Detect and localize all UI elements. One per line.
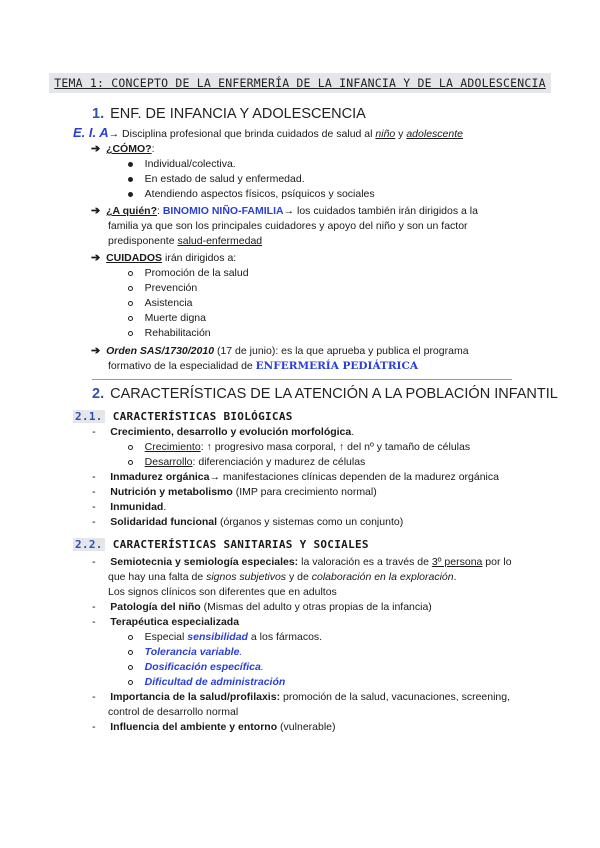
bullet-ring-icon: [128, 460, 133, 465]
eia-adolescente: adolescente: [406, 128, 463, 140]
title-wrap: [0, 73, 600, 93]
dash-bullet: -: [92, 516, 96, 528]
inmunidad-label: Inmunidad: [110, 501, 164, 513]
bullet-ring-icon: [128, 680, 133, 685]
arrow-glyph: →: [108, 128, 120, 140]
eia-nino: niño: [375, 128, 396, 140]
list-item: [128, 311, 206, 326]
dash-bullet: -: [92, 691, 96, 703]
section-number: 2.: [92, 386, 105, 402]
influencia-text: (vulnerable): [277, 721, 336, 733]
como-item: Atendiendo aspectos físicos, psíquicos y sociales: [144, 188, 375, 200]
inmunidad-end: .: [163, 501, 167, 513]
como-item: En estado de salud y enfermedad.: [144, 173, 305, 185]
semio-l2a: que hay una falta de: [108, 571, 207, 583]
eia-y: y: [395, 128, 407, 140]
cuidados-item: Prevención: [144, 282, 198, 294]
orden-label: Orden SAS/1730/2010: [106, 345, 215, 357]
list-item: [92, 515, 403, 530]
dash-bullet: -: [92, 556, 96, 568]
list-item: [128, 660, 264, 675]
bullet-ring-icon: [128, 665, 133, 670]
list-item: [92, 720, 336, 735]
list-item: [128, 157, 236, 172]
quien-text: → los cuidados también irán dirigidos a la: [283, 205, 478, 217]
tol-end: .: [239, 646, 243, 658]
importancia-text: promoción de la salud, vacunaciones, screening,: [280, 691, 511, 703]
nutricion-text: (IMP para crecimiento normal): [232, 486, 377, 498]
orden-line: [91, 344, 469, 359]
dash-bullet: -: [92, 616, 96, 628]
list-item: [128, 326, 211, 341]
bullet-ring-icon: [128, 650, 133, 655]
arrow-icon: ➔: [91, 345, 101, 357]
subsection-title: CARACTERÍSTICAS SANITARIAS Y SOCIALES: [112, 538, 369, 551]
semio-label: Semiotecnia y semiología especiales:: [110, 556, 299, 568]
dash-bullet: -: [92, 471, 96, 483]
list-item: [128, 296, 193, 311]
cuidados-item: Promoción de la salud: [144, 267, 249, 279]
inmadurez-label: Inmadurez orgánica: [110, 471, 210, 483]
subsection-title: CARACTERÍSTICAS BIOLÓGICAS: [112, 410, 293, 423]
esp-a: Especial: [144, 631, 188, 643]
bullet-ring-icon: [128, 301, 133, 306]
section-2-heading: [92, 386, 558, 402]
page-title: TEMA 1: CONCEPTO DE LA ENFERMERÍA DE LA INFANCIA Y DE LA ADOLESCENCIA: [49, 73, 551, 93]
subsection-number: 2.1.: [75, 410, 103, 423]
bullet-ring-icon: [128, 271, 133, 276]
quien-line: [91, 204, 478, 219]
desarrollo-label: Desarrollo: [144, 456, 193, 468]
list-item: [128, 266, 249, 281]
list-item: [92, 600, 432, 615]
esp-b: sensibilidad: [187, 631, 248, 643]
section-number: 1.: [92, 106, 105, 122]
list-item: [128, 281, 197, 296]
list-item: [92, 500, 166, 515]
section-title: ENF. DE INFANCIA Y ADOLESCENCIA: [110, 106, 366, 122]
semio-text2: por lo: [482, 556, 512, 568]
crecimiento-text: : ↑ progresivo masa corporal, ↑ del nº y tamaño de células: [200, 441, 471, 453]
nutricion-label: Nutrición y metabolismo: [110, 486, 233, 498]
quien-line-2: familia ya que son los principales cuidadores y apoyo del niño y son un factor: [108, 220, 468, 232]
eia-text: Disciplina profesional que brinda cuidados de salud al: [119, 128, 376, 140]
crec-end: .: [351, 426, 355, 438]
orden-text: (17 de junio): es la que aprueba y publica el programa: [214, 345, 469, 357]
dash-bullet: -: [92, 721, 96, 733]
cuidados-item: Rehabilitación: [144, 327, 211, 339]
como-line: [91, 142, 154, 157]
semio-l2d: colaboración en la exploración: [311, 571, 454, 583]
cuidados-text: irán dirigidos a:: [162, 252, 237, 264]
list-item: [92, 470, 499, 485]
list-item: [92, 485, 377, 500]
list-item: [92, 690, 510, 705]
list-item: [92, 555, 512, 570]
binomio-text: BINOMIO NIÑO-FAMILIA: [162, 205, 284, 217]
arrow-icon: ➔: [91, 252, 101, 264]
terapeutica-label: Terapéutica especializada: [110, 616, 240, 628]
crec-label: Crecimiento, desarrollo y evolución morfológica: [110, 426, 352, 438]
arrow-icon: ➔: [91, 205, 101, 217]
como-label: ¿CÓMO?: [106, 143, 152, 155]
quien-label: ¿A quién?: [106, 205, 157, 217]
semio-line-2: [108, 570, 457, 585]
orden-line-2: [108, 359, 418, 374]
list-item: [128, 630, 322, 645]
como-colon: :: [151, 143, 155, 155]
eia-definition: [73, 125, 463, 142]
bullet-ring-icon: [128, 331, 133, 336]
cuidados-label: CUIDADOS: [106, 252, 163, 264]
patologia-label: Patología del niño: [110, 601, 201, 613]
semio-text: la valoración es a través de: [298, 556, 432, 568]
section-title: CARACTERÍSTICAS DE LA ATENCIÓN A LA POBLACIÓN INFANTIL: [110, 386, 558, 402]
section-1-heading: [92, 106, 366, 122]
orden-especialidad: ENFERMERÍA PEDIÁTRICA: [255, 360, 418, 372]
patologia-text: (Mismas del adulto y otras propias de la infancia): [200, 601, 432, 613]
inmadurez-text: → manifestaciones clínicas dependen de la madurez orgánica: [209, 471, 499, 483]
dash-bullet: -: [92, 486, 96, 498]
list-item: [128, 187, 375, 202]
cuidados-line: [91, 251, 236, 266]
importancia-label: Importancia de la salud/profilaxis:: [110, 691, 281, 703]
list-item: [92, 425, 354, 440]
subsection-number: 2.2.: [75, 538, 103, 551]
bullet-dot-icon: [128, 177, 133, 182]
list-item: [128, 172, 305, 187]
bullet-dot-icon: [128, 162, 133, 167]
influencia-label: Influencia del ambiente y entorno: [110, 721, 278, 733]
tolerancia: Tolerancia variable: [144, 646, 240, 658]
dash-bullet: -: [92, 601, 96, 613]
desarrollo-text: : diferenciación y madurez de células: [192, 456, 366, 468]
quien-text3a: predisponente: [108, 235, 178, 247]
dos-end: .: [260, 661, 264, 673]
semio-3p: 3º persona: [431, 556, 483, 568]
divider: [92, 379, 512, 380]
bullet-ring-icon: [128, 635, 133, 640]
semio-line-3: Los signos clínicos son diferentes que en adultos: [108, 586, 337, 598]
solidaridad-text: (órganos y sistemas como un conjunto): [217, 516, 404, 528]
quien-text3b: salud-enfermedad: [177, 235, 263, 247]
semio-l2e: .: [453, 571, 457, 583]
importancia-line-2: control de desarrollo normal: [108, 706, 239, 718]
list-item: [128, 440, 470, 455]
dash-bullet: -: [92, 501, 96, 513]
subsection-2-1-heading: [73, 410, 293, 423]
bullet-ring-icon: [128, 316, 133, 321]
solidaridad-label: Solidaridad funcional: [110, 516, 218, 528]
list-item: [92, 615, 239, 630]
arrow-icon: ➔: [91, 143, 101, 155]
dash-bullet: -: [92, 426, 96, 438]
eia-label: E. I. A: [73, 125, 109, 140]
bullet-ring-icon: [128, 286, 133, 291]
bullet-dot-icon: [128, 192, 133, 197]
semio-l2b: signos subjetivos: [206, 571, 287, 583]
quien-colon: :: [157, 205, 163, 217]
cuidados-item: Asistencia: [144, 297, 193, 309]
bullet-ring-icon: [128, 445, 133, 450]
esp-c: a los fármacos.: [247, 631, 323, 643]
crecimiento-label: Crecimiento: [144, 441, 201, 453]
como-item: Individual/colectiva.: [144, 158, 236, 170]
list-item: [128, 675, 285, 690]
subsection-2-2-heading: [73, 538, 369, 551]
cuidados-item: Muerte digna: [144, 312, 206, 324]
quien-line-3: [108, 234, 262, 249]
semio-l2c: y de: [286, 571, 312, 583]
orden-text2: formativo de la especialidad de: [108, 360, 256, 372]
dificultad: Dificultad de administración: [144, 676, 286, 688]
list-item: [128, 645, 242, 660]
dosificacion: Dosificación específica: [144, 661, 261, 673]
list-item: [128, 455, 365, 470]
